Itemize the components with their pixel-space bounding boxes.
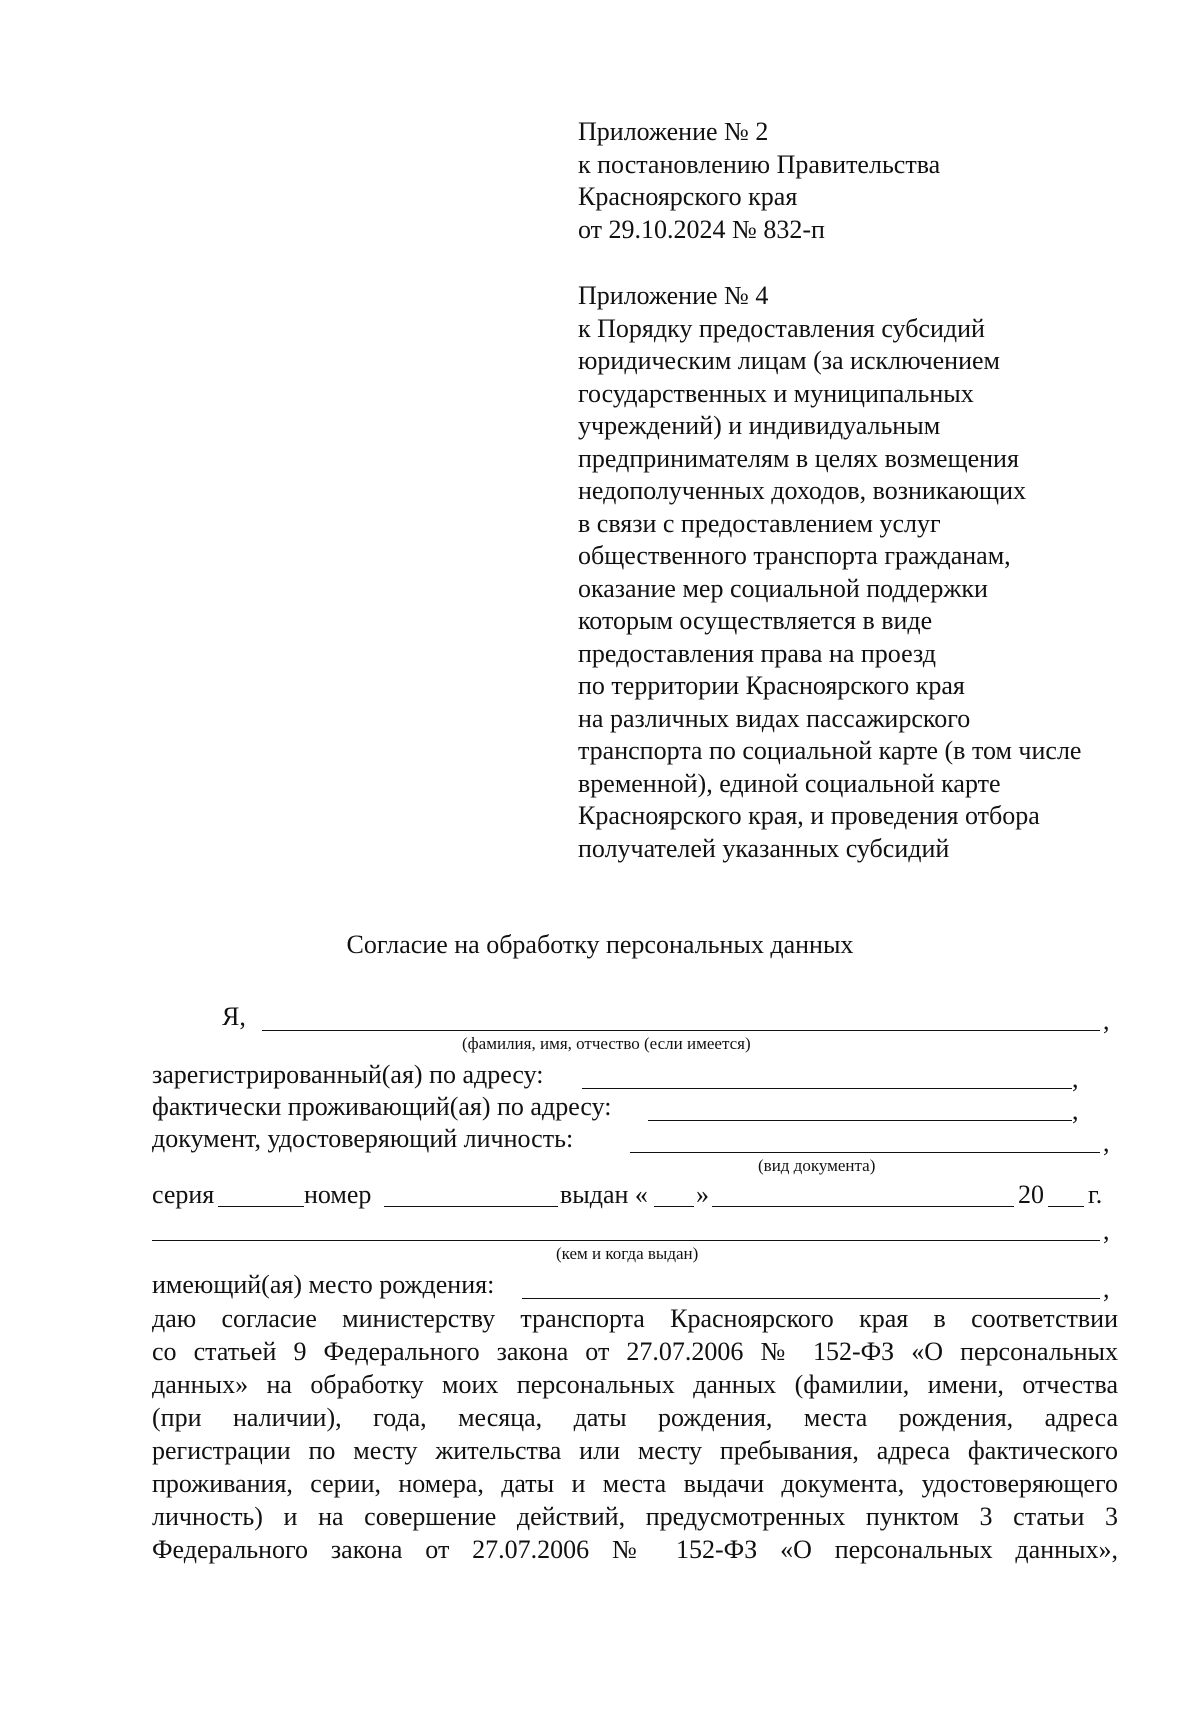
document-type-field[interactable] — [630, 1152, 1100, 1153]
actual-address-label: фактически проживающий(ая) по адресу: — [152, 1092, 612, 1121]
appendix-4-line: которым осуществляется в виде — [578, 606, 933, 635]
appendix-4-line: юридическим лицам (за исключением — [578, 346, 1000, 375]
appendix-4-line: учреждений) и индивидуальным — [578, 411, 941, 440]
issued-label: выдан « — [560, 1180, 648, 1209]
appendix-4-line: Приложение № 4 — [578, 281, 769, 310]
number-label: номер — [304, 1180, 372, 1209]
number-field[interactable] — [384, 1206, 558, 1207]
consent-line: личность) и на совершение действий, предусмотренных пунктом 3 статьи 3 — [152, 1502, 1118, 1531]
appendix-4-line: к Порядку предоставления субсидий — [578, 313, 985, 343]
consent-line: регистрации по месту жительства или месту пребывания, адреса фактического — [152, 1436, 1118, 1465]
appendix-2-block — [578, 116, 1178, 246]
appendix-4-line: транспорта по социальной карте (в том числе — [578, 736, 1082, 765]
appendix-4-line: временной), единой социальной карте — [578, 768, 1001, 798]
registered-address-field[interactable] — [582, 1088, 1072, 1089]
comma: , — [1103, 1128, 1110, 1157]
appendix-4-line: государственных и муниципальных — [578, 378, 974, 408]
issued-day-field[interactable] — [654, 1206, 694, 1207]
series-label: серия — [152, 1180, 215, 1209]
form-title: Согласие на обработку персональных данных — [346, 930, 854, 959]
year-suffix: г. — [1088, 1180, 1103, 1209]
issued-year-field[interactable] — [1048, 1206, 1084, 1207]
ya-label: Я, — [222, 1002, 246, 1031]
appendix-4-line: получателей указанных субсидий — [578, 833, 950, 863]
fio-field[interactable] — [262, 1030, 1100, 1031]
appendix-4-line: оказание мер социальной поддержки — [578, 573, 988, 603]
issued-by-caption: (кем и когда выдан) — [556, 1244, 699, 1263]
comma: , — [1072, 1096, 1079, 1125]
consent-line: со статьей 9 Федерального закона от 27.07.2006 № 152-ФЗ «О персональных — [152, 1337, 1118, 1366]
appendix-4-line: предпринимателям в целях возмещения — [578, 443, 1019, 473]
appendix-2-line: Приложение № 2 — [578, 117, 769, 146]
appendix-4-line: Красноярского края, и проведения отбора — [578, 801, 1040, 830]
comma: , — [1103, 1006, 1110, 1035]
issued-by-field[interactable] — [152, 1240, 1100, 1241]
appendix-2-line: от 29.10.2024 № 832-п — [578, 214, 825, 244]
consent-line: данных» на обработку моих персональных данных (фамилии, имени, отчества — [152, 1370, 1118, 1399]
appendix-4-line: на различных видах пассажирского — [578, 703, 971, 733]
comma: , — [1072, 1064, 1079, 1093]
birthplace-label: имеющий(ая) место рождения: — [152, 1270, 495, 1299]
appendix-4-line: в связи с предоставлением услуг — [578, 508, 941, 538]
appendix-4-line: общественного транспорта гражданам, — [578, 541, 1011, 570]
appendix-4-line: по территории Красноярского края — [578, 671, 965, 700]
actual-address-field[interactable] — [648, 1120, 1072, 1121]
appendix-4-line: предоставления права на проезд — [578, 638, 936, 668]
consent-line: проживания, серии, номера, даты и места выдачи документа, удостоверяющего — [152, 1469, 1118, 1498]
year-prefix: 20 — [1018, 1180, 1044, 1209]
birthplace-field[interactable] — [522, 1298, 1100, 1299]
consent-line: даю согласие министерству транспорта Красноярского края в соответствии — [152, 1304, 1118, 1333]
document-type-caption: (вид документа) — [758, 1156, 876, 1175]
fio-caption: (фамилия, имя, отчество (если имеется) — [462, 1034, 751, 1053]
issued-month-field[interactable] — [712, 1206, 1014, 1207]
series-field[interactable] — [218, 1206, 304, 1207]
appendix-4-block — [578, 280, 1178, 865]
appendix-4-line: недополученных доходов, возникающих — [578, 476, 1026, 505]
document-label: документ, удостоверяющий личность: — [152, 1124, 574, 1153]
quote-close: » — [696, 1180, 709, 1209]
registered-address-label: зарегистрированный(ая) по адресу: — [152, 1060, 544, 1089]
appendix-2-line: к постановлению Правительства — [578, 149, 941, 179]
comma: , — [1103, 1216, 1110, 1245]
consent-line: (при наличии), года, месяца, даты рождения, места рождения, адреса — [152, 1403, 1118, 1432]
comma: , — [1103, 1274, 1110, 1303]
appendix-2-line: Красноярского края — [578, 182, 798, 211]
consent-line: Федерального закона от 27.07.2006 № 152-ФЗ «О персональных данных», — [152, 1535, 1118, 1564]
